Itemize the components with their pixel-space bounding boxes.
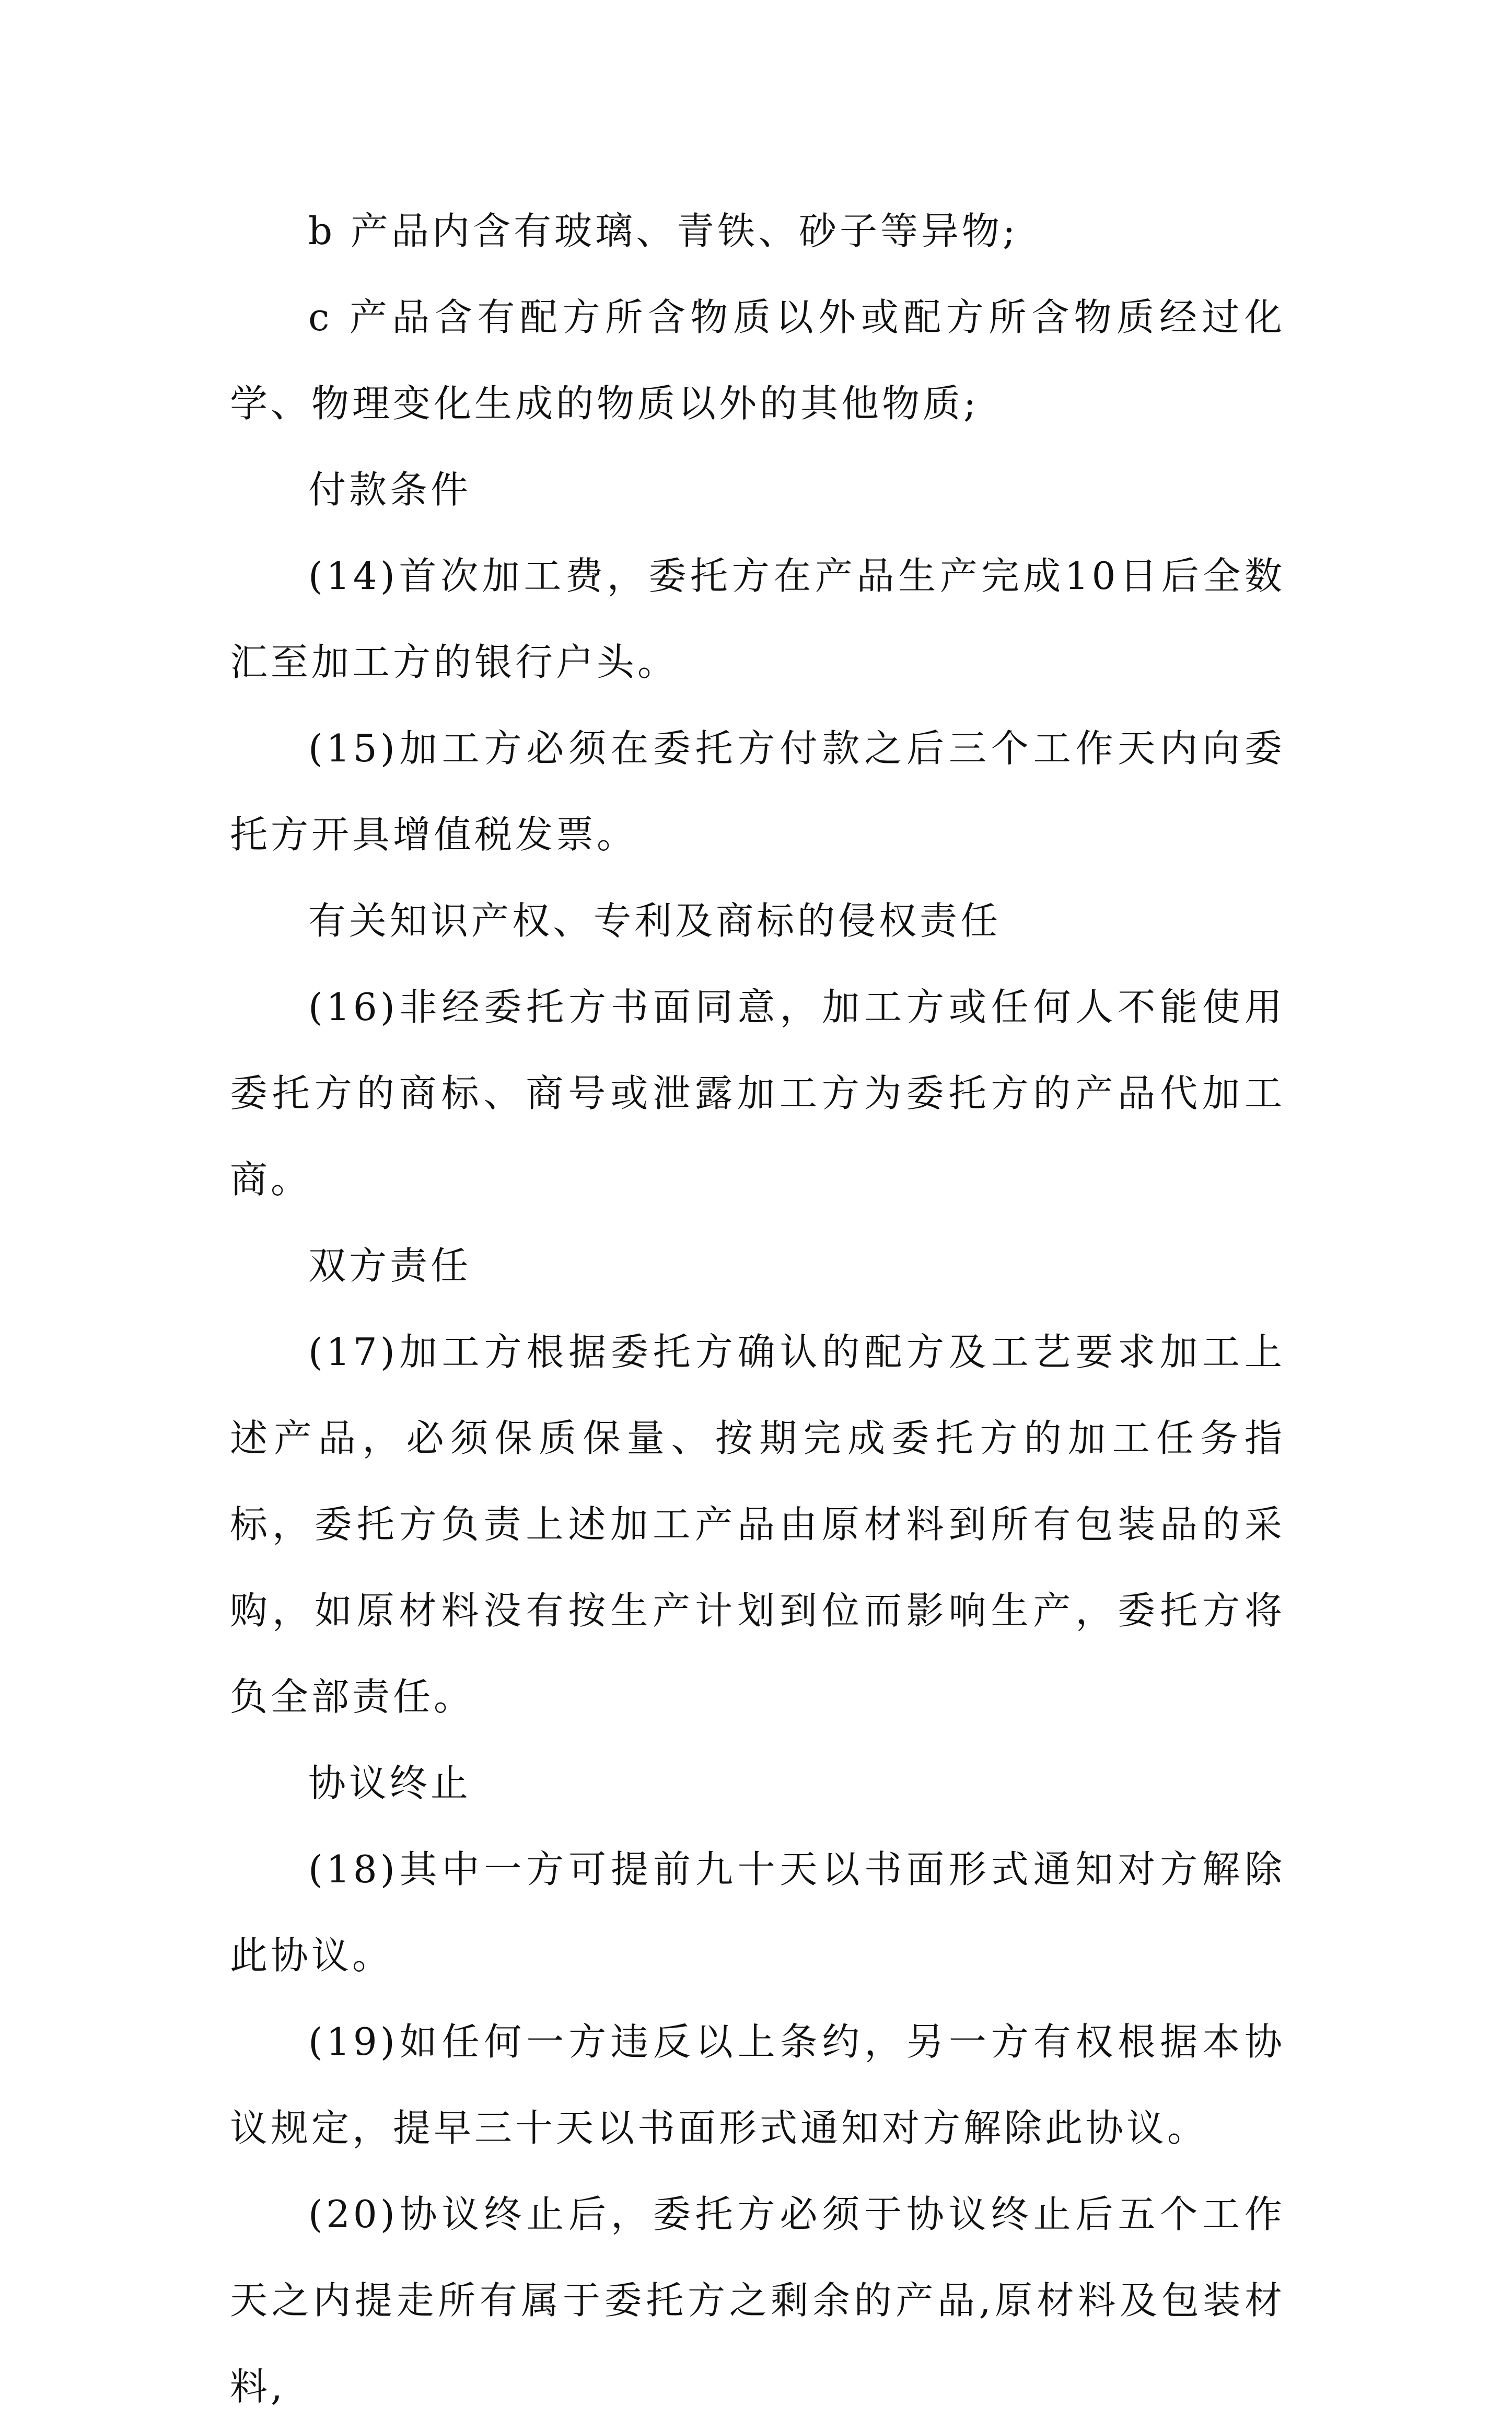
clause-c: c 产品含有配方所含物质以外或配方所含物质经过化学、物理变化生成的物质以外的其他物质; bbox=[230, 295, 1285, 425]
clause-19: (19)如任何一方违反以上条约，另一方有权根据本协议规定，提早三十天以书面形式通知对方解除此协议。 bbox=[230, 2020, 1285, 2150]
section-heading-ip: 有关知识产权、专利及商标的侵权责任 bbox=[308, 899, 1002, 943]
clause-18: (18)其中一方可提前九十天以书面形式通知对方解除此协议。 bbox=[230, 1847, 1285, 1977]
clause-16: (16)非经委托方书面同意，加工方或任何人不能使用委托方的商标、商号或泄露加工方为委托方的产品代加工商。 bbox=[230, 985, 1285, 1201]
document-body bbox=[230, 188, 1285, 2430]
clause-15: (15)加工方必须在委托方付款之后三个工作天内向委托方开具增值税发票。 bbox=[230, 726, 1285, 857]
section-heading-payment: 付款条件 bbox=[308, 468, 472, 512]
section-heading-termination: 协议终止 bbox=[308, 1761, 472, 1805]
clause-17: (17)加工方根据委托方确认的配方及工艺要求加工上述产品，必须保质保量、按期完成委托方的加工任务指标，委托方负责上述加工产品由原材料到所有包装品的采购，如原材料没有按生产计划到位而影响生产，委托方将负全部责任。 bbox=[230, 1330, 1285, 1719]
clause-20: (20)协议终止后，委托方必须于协议终止后五个工作天之内提走所有属于委托方之剩余的产品,原材料及包装材料, bbox=[230, 2192, 1285, 2409]
clause-14: (14)首次加工费，委托方在产品生产完成10日后全数汇至加工方的银行户头。 bbox=[230, 554, 1285, 684]
section-heading-responsibilities: 双方责任 bbox=[308, 1244, 472, 1288]
clause-b: b 产品内含有玻璃、青铁、砂子等异物; bbox=[308, 209, 1019, 253]
